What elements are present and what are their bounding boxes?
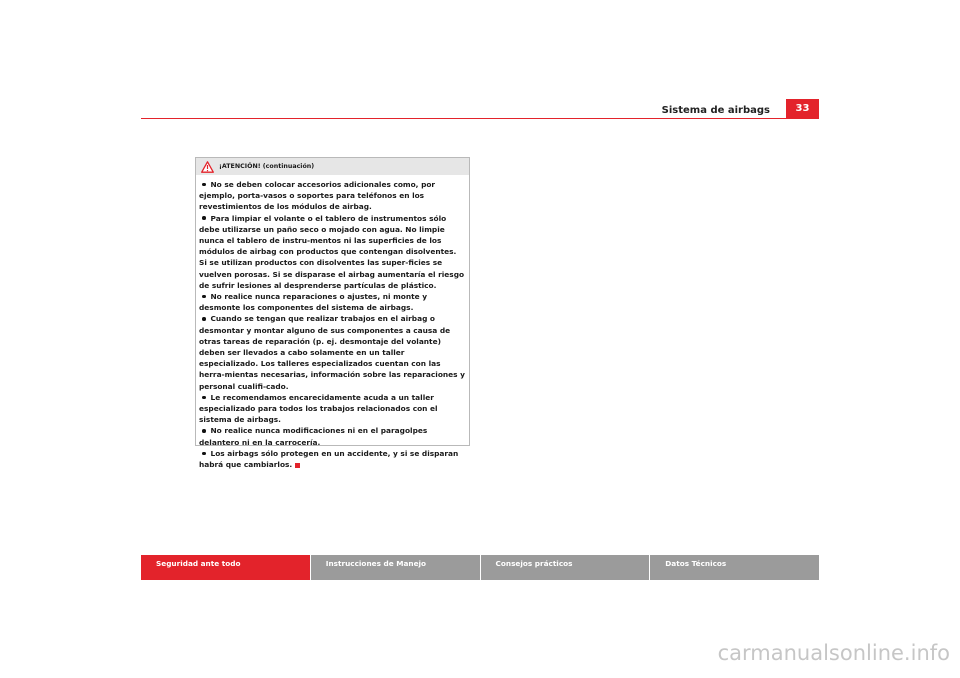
warning-item (199, 392, 466, 426)
page-title: Sistema de airbags (661, 105, 770, 116)
tab-seguridad-ante-todo[interactable]: Seguridad ante todo (141, 555, 310, 580)
bullet-icon (202, 216, 206, 220)
warning-item-text: No realice nunca modificaciones ni en el paragolpes delantero ni en la carrocería. (199, 426, 428, 447)
warning-item (199, 213, 466, 291)
tab-consejos-practicos[interactable]: Consejos prácticos (481, 555, 650, 580)
warning-item-text: Para limpiar el volante o el tablero de instrumentos sólo debe utilizarse un paño seco o mojado con agua. No limpie nunca el tablero de instru-mentos ni las superficies de los módulos de airbag con productos que contengan disolventes. Si se utilizan productos con disolventes las super-ficies se vuelven porosas. Si se disparase el airbag aumentaría el riesgo de sufrir lesiones al desprenderse partículas de plástico. (199, 213, 465, 290)
warning-title: ¡ATENCIÓN! (continuación) (219, 163, 315, 170)
warning-item-text: No realice nunca reparaciones o ajustes, ni monte y desmonte los componentes del sistema de airbags. (199, 292, 428, 313)
warning-item (199, 313, 466, 391)
footer-nav (141, 555, 819, 580)
bullet-icon (202, 429, 206, 433)
warning-item-text: No se deben colocar accesorios adicionales como, por ejemplo, porta-vasos o soportes para teléfonos en los revestimientos de los módulos de airbag. (199, 180, 436, 212)
page-number: 33 (786, 99, 819, 118)
bullet-icon (202, 396, 206, 400)
header-divider (141, 118, 819, 119)
warning-item (199, 291, 466, 313)
warning-item-text: Los airbags sólo protegen en un accidente, y si se disparan habrá que cambiarlos. (199, 448, 459, 470)
warning-body (196, 175, 469, 470)
warning-box (195, 157, 470, 470)
bullet-icon (202, 452, 206, 456)
section-end-icon (295, 463, 300, 468)
warning-item (199, 179, 466, 213)
warning-item-text: Le recomendamos encarecidamente acuda a un taller especializado para todos los trabajos relacionados con el sistema de airbags. (199, 392, 438, 425)
bullet-icon (202, 183, 206, 187)
tab-instrucciones-de-manejo[interactable]: Instrucciones de Manejo (311, 555, 480, 580)
watermark: carmanualsonline.info (717, 641, 950, 665)
bullet-icon (202, 317, 206, 321)
warning-item (199, 448, 466, 470)
tab-datos-tecnicos[interactable]: Datos Técnicos (650, 555, 819, 580)
warning-triangle-icon (201, 161, 214, 173)
warning-item (199, 425, 466, 447)
bullet-icon (202, 295, 206, 299)
warning-header (196, 158, 469, 175)
warning-item-text: Cuando se tengan que realizar trabajos en el airbag o desmontar y montar alguno de sus componentes a causa de otras tareas de reparación (p. ej. desmontaje del volante) deben ser llevados a cabo solamente en un taller especializado. Los talleres especializados cuentan con las herra-mientas necesarias, información sobre las reparaciones y personal cualifi-cado. (199, 314, 465, 391)
